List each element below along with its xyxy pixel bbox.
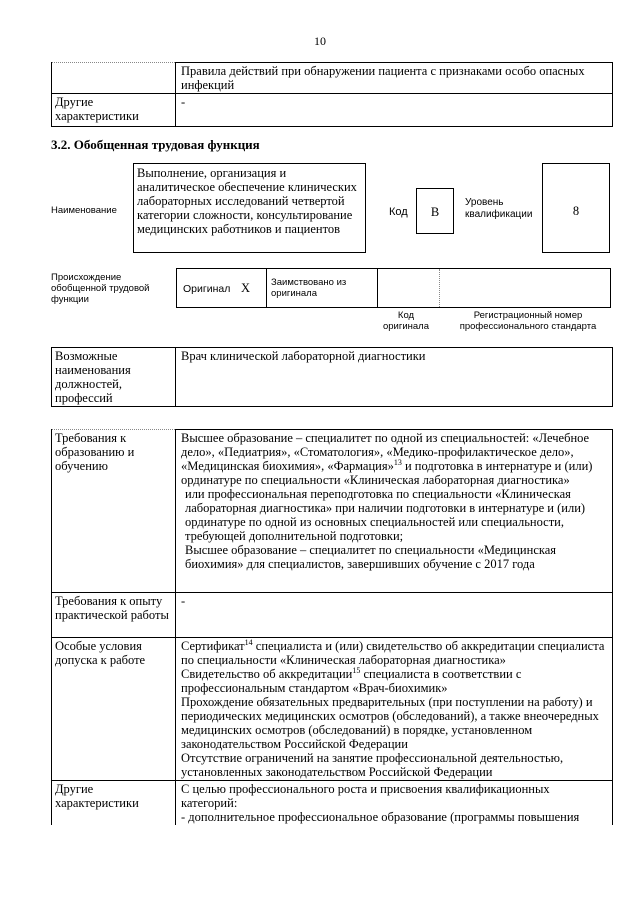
- experience-value: -: [176, 593, 613, 638]
- section-title: 3.2. Обобщенная трудовая функция: [51, 137, 260, 152]
- name-value: Выполнение, организация и аналитическое обеспечение клинических лабораторных исследований четвертой категории сложности, консультирование медицинских работников и пациентов: [137, 166, 357, 236]
- education-value: [176, 430, 613, 593]
- level-label: Уровень квалификации: [465, 197, 533, 220]
- top-table-empty-cell: [52, 63, 176, 94]
- accr-a: Свидетельство об аккредитации: [181, 667, 353, 681]
- cert-a: Сертификат: [181, 639, 245, 653]
- education-p1b: и подготовка в интернатуре и (или) ординатуре по специальности «Клиническая лабораторная диагностика»: [181, 459, 593, 487]
- conditions-value: [176, 638, 613, 781]
- other-line-2: - дополнительное профессиональное образование (программы повышения: [181, 810, 580, 824]
- conditions-label: Особые условия допуска к работе: [52, 638, 176, 781]
- education-p1: Высшее образование – специалитет по одной из специальностей: «Лечебное дело», «Педиатрия», «Стоматология», «Медико-профилактическое дело», «Медицинская биохимия», «Фармация»: [181, 431, 590, 473]
- conditions-exams: Прохождение обязательных предварительных (при поступлении на работу) и периодических медицинских осмотров (обследований), а также внеочередных медицинских осмотров (обследований) в порядке, установленном законодательством Российской Федерации: [181, 695, 599, 751]
- experience-label: Требования к опыту практической работы: [52, 593, 176, 638]
- code-value-box: [416, 188, 454, 234]
- page-number: 10: [314, 34, 326, 48]
- reg-caption: Регистрационный номер профессионального стандарта: [459, 310, 597, 332]
- education-p3: Высшее образование – специалитет по специальности «Медицинская биохимия» для специалистов, завершивших обучение с 2017 года: [185, 543, 557, 571]
- other-label: Другие характеристики: [52, 781, 176, 826]
- education-label: Требования к образованию и обучению: [52, 430, 176, 593]
- origin-box: [176, 268, 611, 308]
- original-label: Оригинал: [183, 283, 231, 295]
- divider-3: [439, 269, 440, 307]
- level-value: 8: [572, 204, 580, 218]
- top-table-row2-label: Другие характеристики: [52, 94, 176, 127]
- level-value-box: [542, 163, 610, 253]
- positions-label: Возможные наименования должностей, профессий: [52, 348, 176, 407]
- top-table-row2-value: -: [176, 94, 613, 127]
- borrowed-label: Заимствовано из оригинала: [271, 277, 347, 299]
- footnote-13: 13: [393, 457, 402, 467]
- conditions-restrictions: Отсутствие ограничений на занятие профессиональной деятельностью, установленных законодательством Российской Федерации: [181, 751, 564, 779]
- cert-b: специалиста и (или) свидетельство об аккредитации специалиста по специальности «Клиническая лабораторная диагностика»: [181, 639, 605, 667]
- positions-value: Врач клинической лабораторной диагностики: [176, 348, 613, 407]
- divider-1: [266, 269, 267, 307]
- accr-b: специалиста в соответствии с профессиональным стандартом «Врач-биохимик»: [181, 667, 522, 695]
- code-value: B: [430, 205, 440, 219]
- other-line-1: С целью профессионального роста и присвоения квалификационных категорий:: [181, 782, 550, 810]
- name-value-box: [133, 163, 366, 253]
- top-table: [51, 62, 613, 127]
- other-value: [176, 781, 613, 826]
- top-table-row1-text: Правила действий при обнаружении пациента с признаками особо опасных инфекций: [176, 63, 613, 94]
- origin-label: Происхождение обобщенной трудовой функции: [51, 272, 150, 305]
- education-p2: или профессиональная переподготовка по специальности «Клиническая лабораторная диагностика» при наличии подготовки в интернатуре и (или) ординатуре по одной из основных специальностей или специальности, требующей дополнительной подготовки;: [185, 487, 586, 543]
- footnote-15: 15: [352, 665, 361, 675]
- requirements-table: [51, 429, 613, 825]
- code-caption: Код оригинала: [382, 310, 429, 332]
- original-mark: X: [241, 281, 251, 295]
- footnote-14: 14: [244, 637, 253, 647]
- divider-2: [377, 269, 378, 307]
- positions-table: [51, 347, 613, 407]
- code-label: Код: [389, 206, 408, 218]
- name-label: Наименование: [51, 205, 117, 216]
